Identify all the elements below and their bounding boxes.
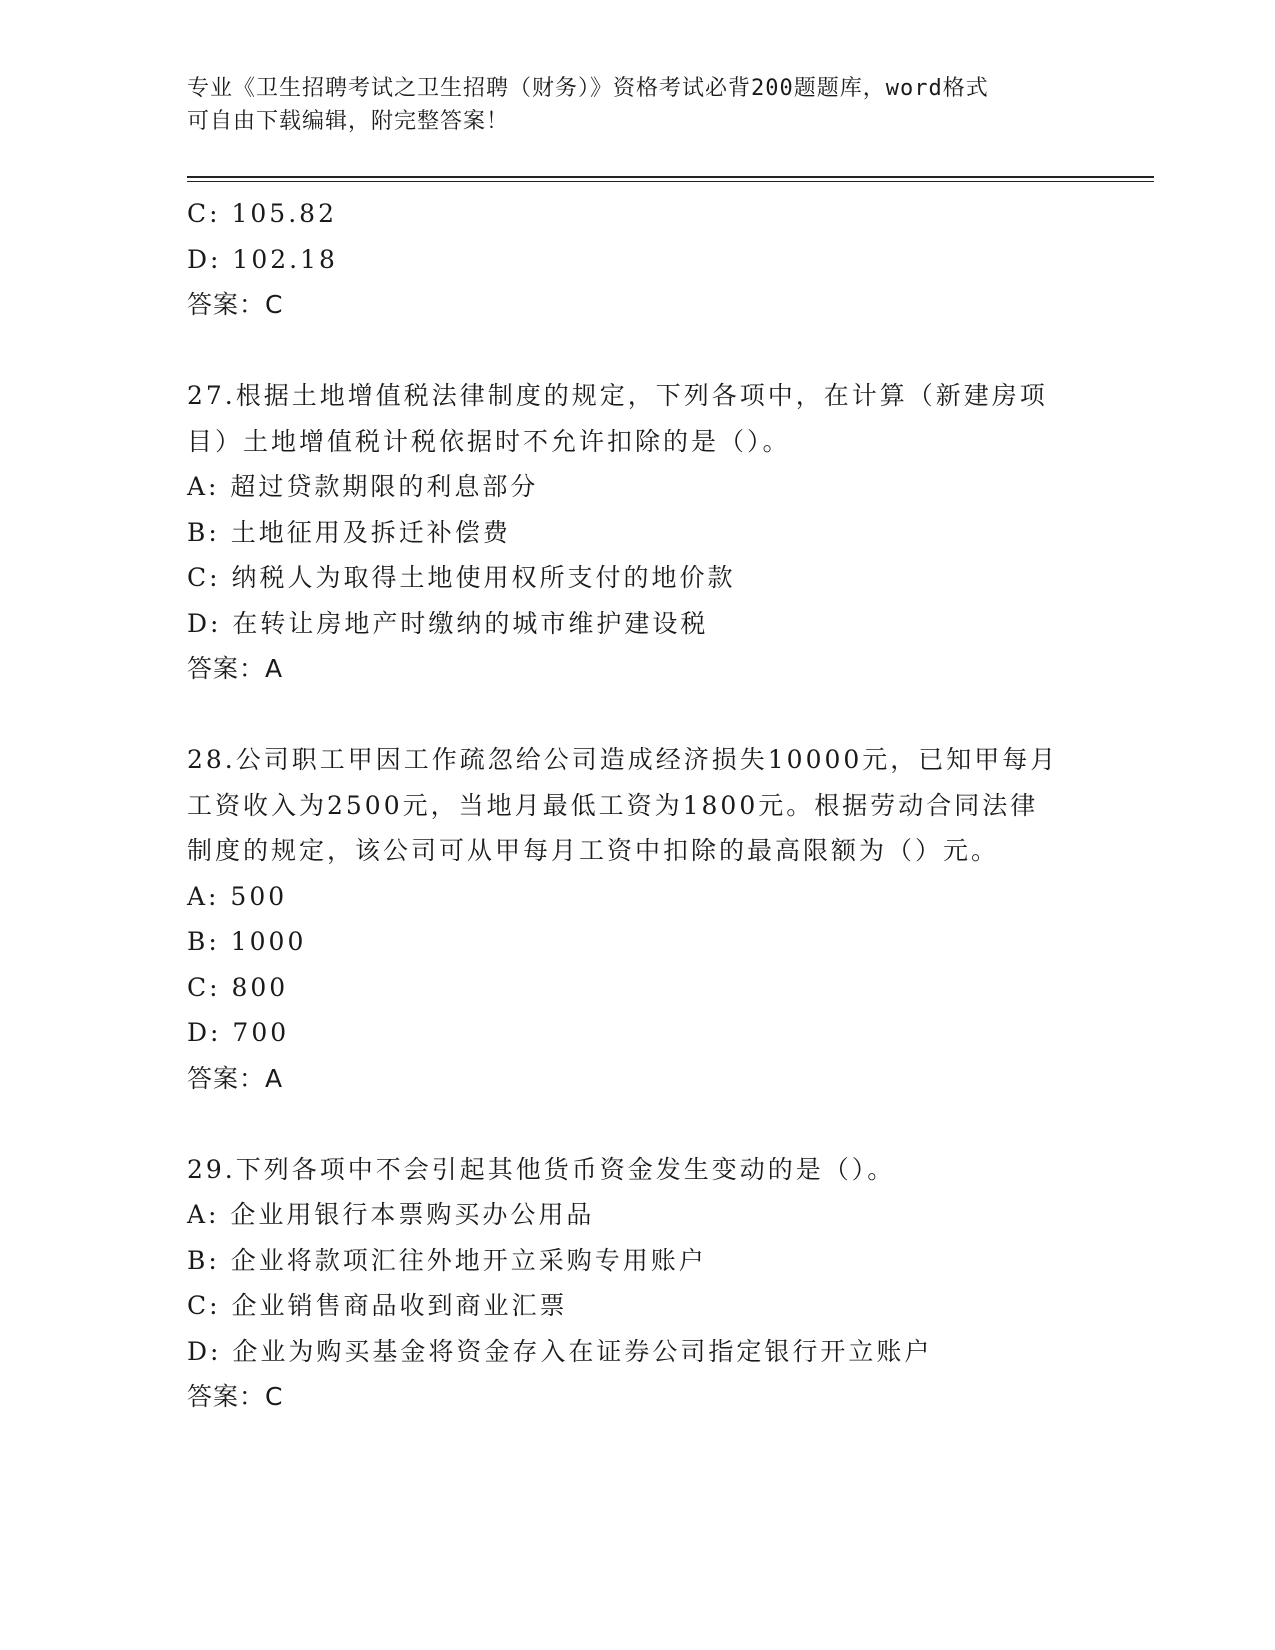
spacer <box>187 1101 1087 1147</box>
question-stem: 27.根据土地增值税法律制度的规定，下列各项中，在计算（新建房项 <box>187 381 1048 410</box>
option-d: D: 700 <box>187 1018 290 1047</box>
option-c: C: 纳税人为取得土地使用权所支付的地价款 <box>187 563 736 592</box>
question-stem: 28.公司职工甲因工作疏忽给公司造成经济损失10000元，已知甲每月 <box>187 745 1059 774</box>
option-c: C: 105.82 <box>187 199 337 228</box>
header-divider-thin <box>187 181 1154 182</box>
option-b: B: 土地征用及拆迁补偿费 <box>187 517 511 547</box>
option-d: D: 企业为购买基金将资金存入在证券公司指定银行开立账户 <box>187 1336 933 1366</box>
option-d: D: 在转让房地产时缴纳的城市维护建设税 <box>187 608 709 638</box>
option-a: A: 企业用银行本票购买办公用品 <box>187 1200 595 1229</box>
header-divider-thick <box>187 176 1154 178</box>
question-26-tail <box>187 191 1087 328</box>
option-c: C: 800 <box>187 972 289 1002</box>
option-a: A: 500 <box>187 881 288 911</box>
option-b: B: 1000 <box>187 927 307 956</box>
question-stem: 工资收入为2500元，当地月最低工资为1800元。根据劳动合同法律 <box>187 790 1039 820</box>
question-stem: 目）土地增值税计税依据时不允许扣除的是（）。 <box>187 426 791 456</box>
answer: 答案：C <box>187 290 284 319</box>
option-b: B: 企业将款项汇往外地开立采购专用账户 <box>187 1245 707 1275</box>
question-27 <box>187 373 1087 692</box>
question-28 <box>187 737 1087 1101</box>
question-29 <box>187 1147 1087 1420</box>
header-line-2: 可自由下载编辑，附完整答案！ <box>187 109 510 134</box>
document-body <box>187 191 1087 1420</box>
spacer <box>187 328 1087 374</box>
option-d: D: 102.18 <box>187 244 338 274</box>
document-header <box>187 72 1087 138</box>
question-stem: 制度的规定，该公司可从甲每月工资中扣除的最高限额为（）元。 <box>187 836 1000 865</box>
question-stem: 29.下列各项中不会引起其他货币资金发生变动的是（）。 <box>187 1154 896 1184</box>
header-line-1: 专业《卫生招聘考试之卫生招聘（财务）》资格考试必背200题题库，word格式 <box>187 76 989 101</box>
option-a: A: 超过贷款期限的利息部分 <box>187 472 539 501</box>
option-c: C: 企业销售商品收到商业汇票 <box>187 1291 568 1320</box>
answer: 答案：A <box>187 654 284 683</box>
spacer <box>187 692 1087 738</box>
answer: 答案：C <box>187 1382 284 1411</box>
answer: 答案：A <box>187 1063 284 1093</box>
